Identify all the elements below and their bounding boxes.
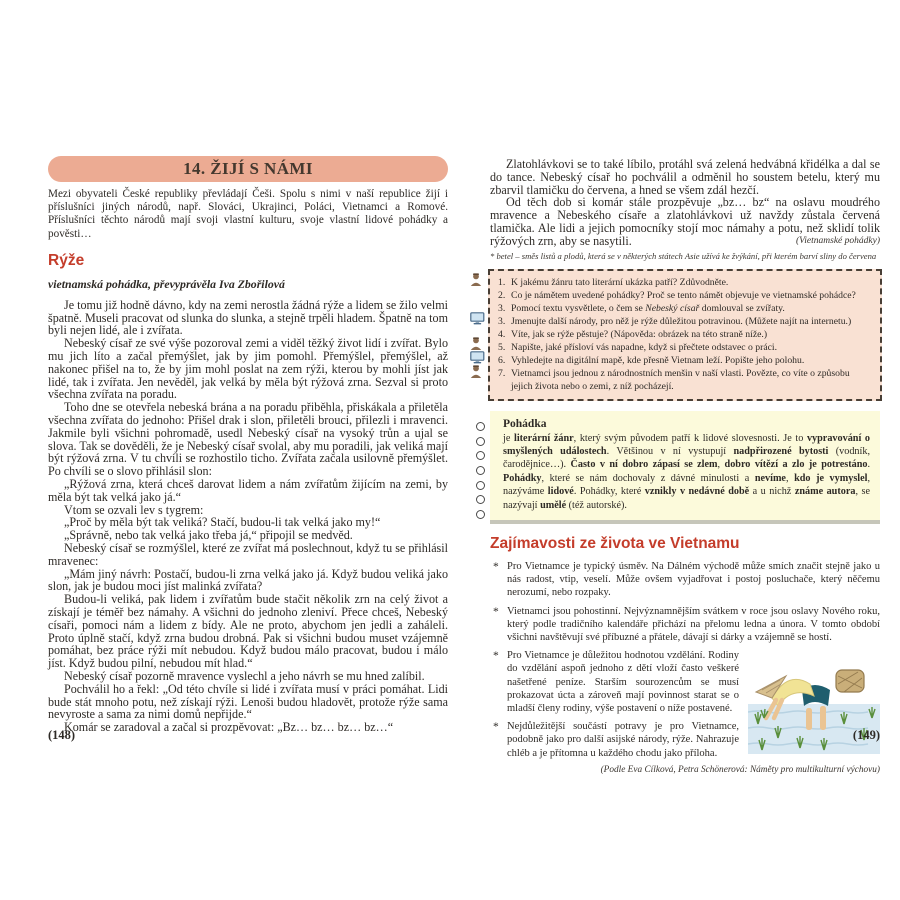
story-paragraph: Toho dne se otevřela nebeská brána a na poradu přiběhla, přiskákala a přiletěla všechna zvířata do jednoho: Přišel drak i slon, přiletěli brouci, přilezli i mravenci. Jakmile byli všichni pohromadě, usedl Nebeský císař na vysoký trůn a ujal se slova. Tak se dověděli, že je Nebeský císař svolal, aby mu poradili, jak veliká mají být rýžová zrna. V tu chvíli se rozhostilo ticho. Zvířata začala usilovně přemýšlet. Po chvíli se o slovo přihlásil slon: <box>48 400 448 479</box>
question-item <box>498 315 872 328</box>
story-byline: vietnamská pohádka, převyprávěla Iva Zbořilová <box>48 276 285 291</box>
story-continuation <box>490 158 880 248</box>
story-paragraph: Budou-li veliká, pak lidem i zvířatům bude stačit několik zrn na celý život a získají je téměř bez námahy. A všichni do jednoho zleniví. Přece chceš, Nebeský císaři, pomoci nám a lidem z bídy. Ale ne proto, abychom jen jedli a zaháleli. Proto úplně stačí, když zrna budou drobná. Pak si všichni budou muset vzájemně pomáhat, bez práce rýži mít nebudou. Když budou málo pracovat, budou i málo jíst. Když budou pilní, nebudou mít hlad.“ <box>48 592 448 671</box>
binder-hole-icon <box>476 451 485 460</box>
binder-hole-icon <box>476 422 485 431</box>
binder-hole-icon <box>476 495 485 504</box>
question-number: 7. <box>498 367 506 379</box>
binder-hole-icon <box>476 481 485 490</box>
story-paragraph: Nebeský císař se rozmýšlel, které ze zvířat má poslechnout, když tu se přihlásil mravenec: <box>48 540 448 568</box>
story-text <box>48 299 448 734</box>
question-number: 3. <box>498 302 506 314</box>
binder-hole-icon <box>476 437 485 446</box>
fact-item: * Vietnamci jsou pohostinní. Nejvýznamnějším svátkem v roce jsou oslavy Nového roku, který podle tradičního kalendáře přichází na přelomu ledna a února. V tomto období všichni navštěvují své příbuzné a přátele, dávají si dárky a vzájemně se hostí. <box>490 605 880 645</box>
computer-icon <box>470 351 485 364</box>
story-paragraph: „Proč by měla být tak veliká? Stačí, budou-li tak velká jako my!“ <box>64 515 381 530</box>
story-paragraph: „Mám jiný návrh: Postačí, budou-li zrna velká jako já. Když budou veliká jako slon, jak je budou moci jíst malinká zvířata? <box>48 566 448 594</box>
story-paragraph: Od těch dob si komár stále prozpěvuje „bz… bz“ na oslavu moudrého mravence a Nebeského císaře a zlatohlávkovi už navždy zůstala červená tlamička. Ale lidi a jejich pomocníky stojí moc námahy a potu, než sklidí tolik rýžových zrn, aby se nasytili. <box>490 195 880 248</box>
questions-margin-icons <box>470 271 488 399</box>
betel-footnote: * betel – směs listů a plodů, která se v některých státech Asie užívá ke žvýkání, při kterém barví sliny do červena <box>490 250 877 261</box>
story-paragraph: Nebeský císař pozorně mravence vyslechl a jeho návrh se mu hned zalíbil. <box>64 668 425 683</box>
question-number: 3. <box>498 315 506 327</box>
fact-text: Pro Vietnamce je důležitou hodnotou vzdělání. Rodiny do vzdělání aspoň jednoho z dětí vloží často veškeré našetřené peníze. Starším sourozencům se musí prokazovat úcta a zároveň mají povinnost starat se o mladší členy rodiny, výše postavení o níže postavené. <box>507 650 739 715</box>
question-text: Co je námětem uvedené pohádky? Proč se tento námět objevuje ve vietnamské pohádce? <box>511 289 856 301</box>
question-number: 4. <box>498 328 506 340</box>
fact-item <box>490 649 880 715</box>
fact-item: * Nejdůležitější součástí potravy je pro Vietnamce, podobně jako pro další asijské národy, rýže. Nahrazuje chléb a je přítomna u každého chodu jako příloha. <box>490 720 880 760</box>
question-item <box>498 289 872 302</box>
pohadka-box-title: Pohádka <box>503 417 547 430</box>
question-text: Vyhledejte na digitální mapě, kde přesně Vietnam leží. Popište jeho polohu. <box>511 354 805 366</box>
question-text: K jakému žánru tato literární ukázka patří? Zdůvodněte. <box>511 276 729 288</box>
question-text: Víte, jak se rýže pěstuje? (Nápověda: obrázek na této straně níže.) <box>511 328 768 340</box>
story-title: Rýže <box>48 251 85 269</box>
person-discussion-icon <box>470 273 482 287</box>
fact-item: * Pro Vietnamce je typický úsměv. Na Dálném východě může smích značit stejně jako u nás radost, vtip, veselí. Může ovšem vyjadřovat i postoj posluchače, který něčemu nerozumí, nebo rozpaky. <box>490 560 880 600</box>
person-discussion-icon <box>470 365 482 379</box>
question-text: Pomocí textu vysvětlete, o čem se Nebeský císař domlouval se zvířaty. <box>511 302 785 314</box>
question-item <box>498 367 872 393</box>
question-text: Vietnamci jsou jednou z národnostních menšin v naší vlasti. Povězte, co víte o způsobu jejich života nebo o zemi, z níž pocházejí. <box>511 367 850 392</box>
question-item <box>498 328 872 341</box>
story-paragraph: Zlatohlávkovi se to také líbilo, protáhl svá zelená hedvábná křidélka a dal se do tance. Nebeský císař ho pochválil a odměnil ho soustem betelu, který mu zbarvil tlamičku do červena, a hned se všem zdál hezčí. <box>490 157 880 197</box>
binder-hole-icon <box>476 510 485 519</box>
story-paragraph: Komár se zaradoval a začal si prozpěvovat: „Bz… bz… bz… bz…“ <box>64 720 394 735</box>
story-paragraph: „Správně, nebo tak velká jako třeba já,“ připojil se medvěd. <box>64 528 353 543</box>
question-item <box>498 276 872 289</box>
binder-holes <box>476 417 485 525</box>
right-page <box>490 158 880 775</box>
facts-attribution: (Podle Eva Cílková, Petra Schönerová: Náměty pro multikulturní výchovu) <box>600 764 880 775</box>
question-item <box>498 302 872 315</box>
questions-box <box>488 269 882 401</box>
story-paragraph: Je tomu již hodně dávno, kdy na zemi nerostla žádná rýže a lidem se žilo velmi špatně. Museli pracovat od slunka do slunka, a stejně trpěli hladem. Špatně na tom byli nejen lidé, ale i zvířata. <box>48 297 448 338</box>
left-page <box>48 156 448 734</box>
question-text: Napište, jaké přísloví vás napadne, když si přečtete odstavec o práci. <box>511 341 778 353</box>
chapter-title: 14. ŽIJÍ S NÁMI <box>183 159 313 178</box>
chapter-title-banner <box>48 156 448 182</box>
page-number-left: (148) <box>48 728 76 742</box>
page-number-right: (149) <box>852 728 880 742</box>
story-paragraph: Nebeský císař ze své výše pozoroval zemi a viděl těžký život lidí i zvířat. Bylo mu jich líto a začal přemýšlet, jak by jim pomohl. Přemýšlel, přemýšlel, až nakonec přišel na to, že by jim mohl poslat na zem rýži, kterou by mohli jíst jak lidé, tak i zvířata. Jen nevěděl, jak velká by měla být rýžová zrna. Sezval si proto všechna zvířata na poradu. <box>48 336 448 402</box>
binder-hole-icon <box>476 466 485 475</box>
pohadka-box-text: je literární žánr, který svým původem patří k lidové slovesnosti. Je to vypravování o smyšlených událostech. Většinou v ní vystupují nadpřirozené bytosti (vodník, čarodějnice…). Často v ní dobro zápasí se zlem, dobro vítězí a zlo je potrestáno. Pohádky, které se nám dochovaly z dávné minulosti a nevíme, kdo je vymyslel, nazýváme lidové. Pohádky, které vznikly v nedávné době a u nichž známe autora, se nazývají umělé (též autorské). <box>503 432 871 511</box>
question-text: Jmenujte další národy, pro něž je rýže důležitou potravinou. (Můžete najít na internetu.) <box>511 315 852 327</box>
question-number: 2. <box>498 289 506 301</box>
story-paragraph: Vtom se ozvali lev s tygrem: <box>64 502 204 517</box>
computer-icon <box>470 312 485 325</box>
story-paragraph: „Rýžová zrna, která chceš darovat lidem a nám zvířatům žijícím na zemi, by měla být tak velká jako já.“ <box>48 476 448 504</box>
story-attribution: (Vietnamské pohádky) <box>796 235 880 246</box>
questions-list <box>498 276 872 393</box>
question-number: 1. <box>498 276 506 288</box>
question-number: 6. <box>498 354 506 366</box>
chapter-intro: Mezi obyvateli České republiky převládají Češi. Spolu s nimi v naší republice žijí i příslušníci jiných národů, např. Slováci, Ukrajinci, Poláci, Vietnamci a Romové. Příslušníci těchto národů mají svoji vlastní kulturu, svoje vlastní lidové pohádky a pověsti… <box>48 188 448 240</box>
pohadka-definition-box <box>490 411 880 524</box>
facts-title: Zajímavosti ze života ve Vietnamu <box>490 535 740 553</box>
person-discussion-icon <box>470 337 482 351</box>
question-number: 5. <box>498 341 506 353</box>
story-paragraph: Pochválil ho a řekl: „Od této chvíle si lidé i zvířata musí v práci pomáhat. Lidi bude stát mnoho potu, než získají rýži. Lenoši budou hladovět, protože rýže sama nevyroste a sama za nimi domů nepřijde.“ <box>48 681 448 722</box>
question-item <box>498 354 872 367</box>
question-item <box>498 341 872 354</box>
